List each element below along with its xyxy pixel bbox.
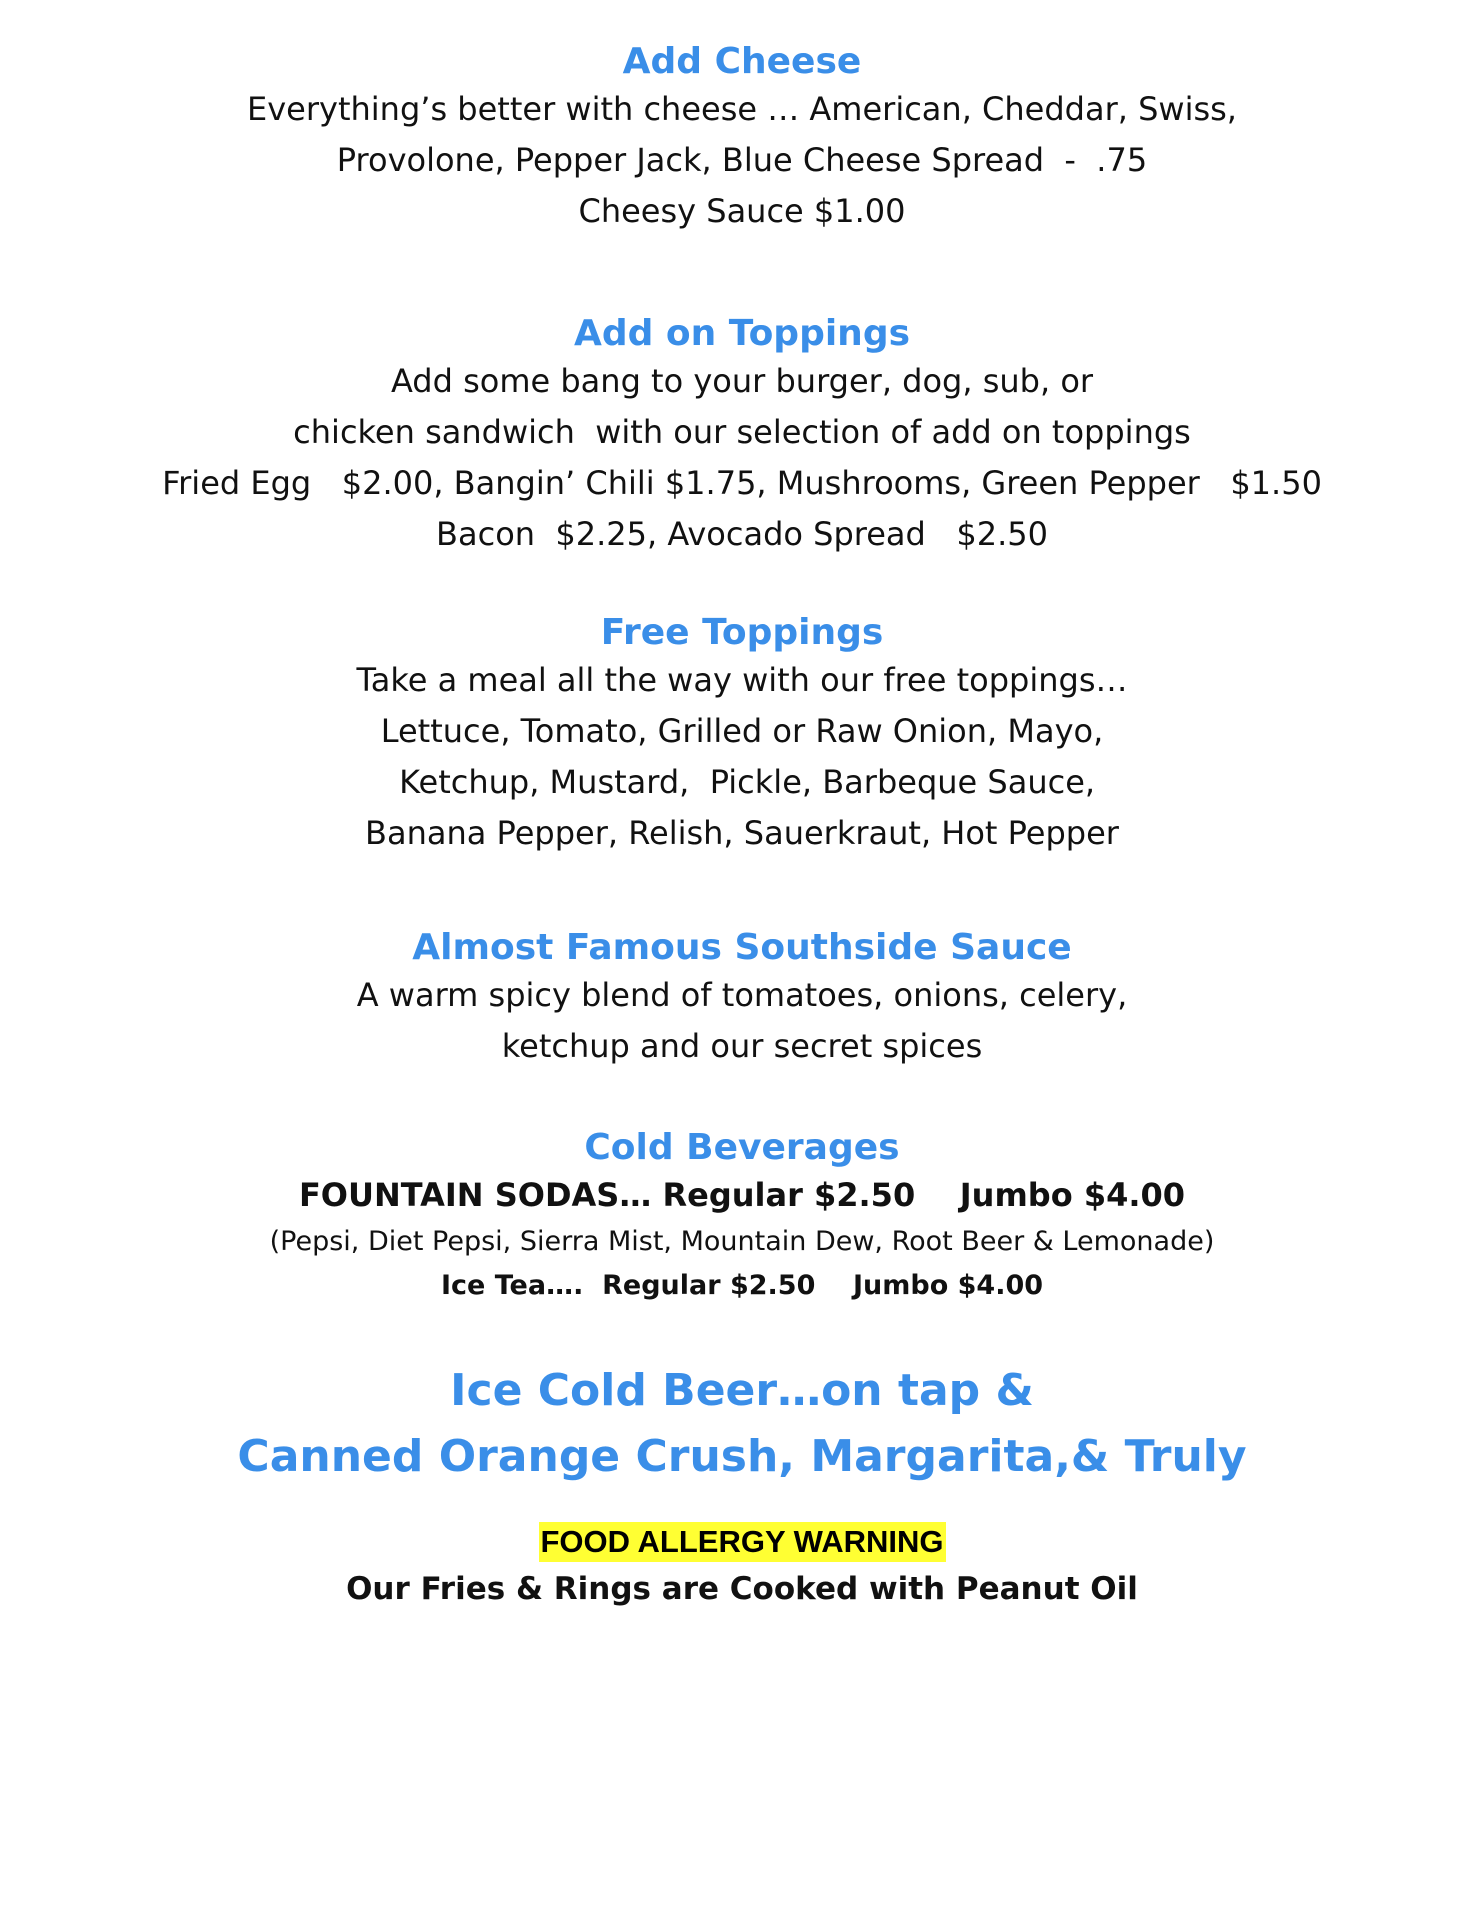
free-toppings-line-3: Ketchup, Mustard, Pickle, Barbeque Sauce, [388, 763, 1096, 801]
add-on-toppings-line-3: Fried Egg $2.00, Bangin’ Chili $1.75, Mushrooms, Green Pepper $1.50 [162, 464, 1322, 502]
add-cheese-line-3: Cheesy Sauce $1.00 [578, 192, 906, 230]
cold-beverages-section [0, 1126, 1484, 1308]
beer-section [0, 1358, 1484, 1490]
southside-sauce-line-2: ketchup and our secret spices [501, 1027, 983, 1065]
add-cheese-heading: Add Cheese [622, 41, 862, 82]
free-toppings-line-1: Take a meal all the way with our free toppings… [356, 661, 1128, 699]
fountain-sodas-line: FOUNTAIN SODAS… Regular $2.50 Jumbo $4.00 [298, 1176, 1186, 1214]
add-on-toppings-line-2: chicken sandwich with our selection of add on toppings [293, 413, 1191, 451]
free-toppings-section [0, 611, 1484, 859]
add-on-toppings-heading: Add on Toppings [573, 313, 911, 354]
beer-line-1: Ice Cold Beer…on tap & [450, 1365, 1034, 1416]
southside-sauce-section [0, 926, 1484, 1072]
add-on-toppings-line-1: Add some bang to your burger, dog, sub, or [390, 362, 1094, 400]
cold-beverages-heading: Cold Beverages [584, 1127, 900, 1168]
peanut-oil-note: Our Fries & Rings are Cooked with Peanut Oil [346, 1571, 1138, 1607]
add-on-toppings-section [0, 312, 1484, 560]
beer-line-2: Canned Orange Crush, Margarita,& Truly [237, 1431, 1247, 1482]
add-cheese-line-1: Everything’s better with cheese … American, Cheddar, Swiss, [247, 90, 1237, 128]
free-toppings-line-2: Lettuce, Tomato, Grilled or Raw Onion, Mayo, [380, 712, 1104, 750]
add-on-toppings-line-4: Bacon $2.25, Avocado Spread $2.50 [436, 515, 1048, 553]
add-cheese-line-2: Provolone, Pepper Jack, Blue Cheese Spread - .75 [336, 141, 1148, 179]
allergy-section [0, 1522, 1484, 1616]
ice-tea-line: Ice Tea…. Regular $2.50 Jumbo $4.00 [440, 1270, 1044, 1301]
southside-sauce-line-1: A warm spicy blend of tomatoes, onions, celery, [356, 976, 1128, 1014]
fountain-sodas-list: (Pepsi, Diet Pepsi, Sierra Mist, Mountain Dew, Root Beer & Lemonade) [269, 1226, 1215, 1257]
southside-sauce-heading: Almost Famous Southside Sauce [412, 927, 1072, 968]
food-allergy-warning: FOOD ALLERGY WARNING [539, 1522, 946, 1562]
free-toppings-line-4: Banana Pepper, Relish, Sauerkraut, Hot Pepper [365, 814, 1119, 852]
free-toppings-heading: Free Toppings [600, 612, 884, 653]
add-cheese-section [0, 40, 1484, 237]
